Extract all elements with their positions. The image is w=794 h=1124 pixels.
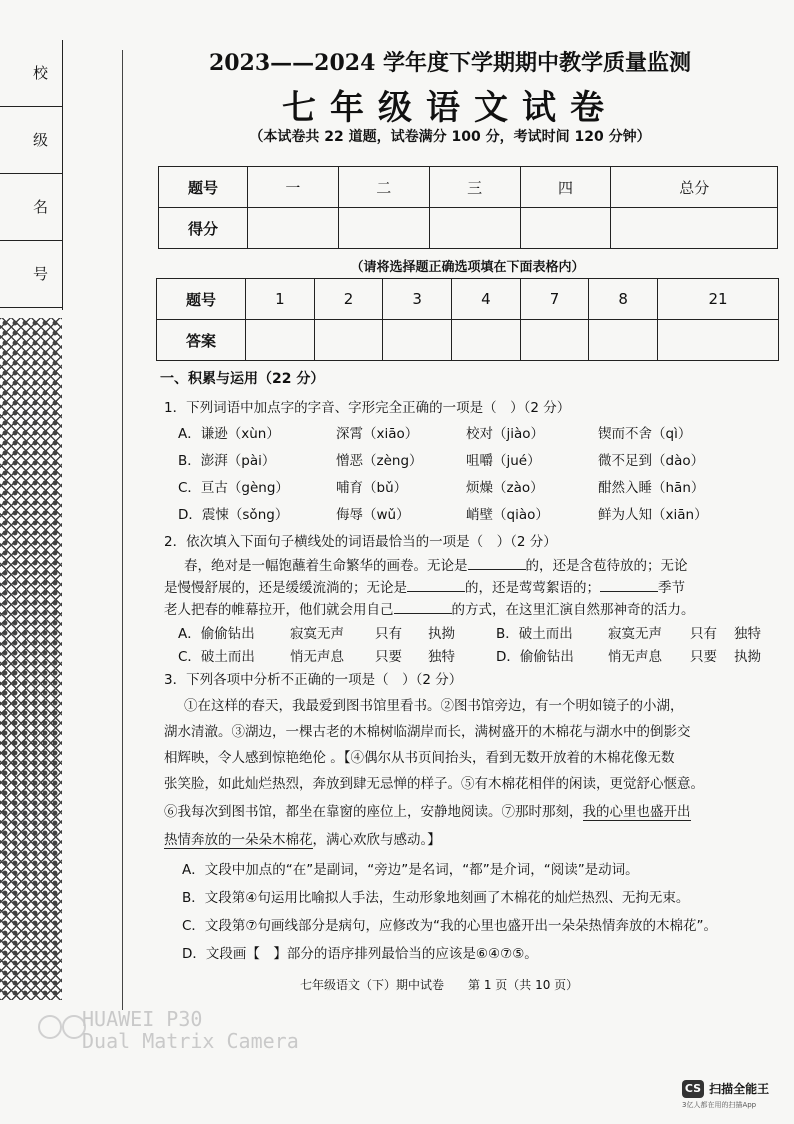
fill-blank[interactable]: [407, 579, 465, 592]
answer-table: [156, 278, 779, 361]
fold-line: [122, 50, 123, 1010]
score-cell[interactable]: [429, 208, 520, 249]
exam-title-main: 七年级语文试卷: [282, 88, 618, 128]
score-header-cell: 四: [520, 167, 611, 208]
fill-blank[interactable]: [600, 579, 658, 592]
binding-strip: [0, 40, 63, 310]
answer-cell[interactable]: [314, 320, 383, 361]
answer-header-cell: 21: [658, 279, 779, 320]
underlined-phrase: 热情奔放的一朵朵木棉花: [164, 832, 313, 848]
exam-subtitle: （本试卷共 22 道题，试卷满分 100 分，考试时间 120 分钟）: [249, 129, 651, 145]
score-row-label: 得分: [159, 208, 248, 249]
binding-cell-school: 校: [0, 40, 62, 107]
question-3-option-d: D．文段画【 】部分的语序排列最恰当的应该是⑥④⑦⑤。: [182, 946, 538, 962]
scanner-app-tagline: 3亿人都在用的扫描App: [682, 1100, 757, 1109]
answer-cell[interactable]: [246, 320, 315, 361]
fill-blank[interactable]: [394, 601, 452, 614]
answer-header-cell: 3: [383, 279, 452, 320]
answer-cell[interactable]: [589, 320, 658, 361]
section-heading: 一、积累与运用（22 分）: [160, 371, 325, 387]
question-3-passage-line: ⑥我每次到图书馆，都坐在靠窗的座位上，安静地阅读。⑦那时那刻，我的心里也盛开出: [164, 804, 691, 820]
answer-cell[interactable]: [383, 320, 452, 361]
answer-table-note: （请将选择题正确选项填在下面表格内）: [350, 260, 585, 275]
score-header-cell: 总分: [611, 167, 778, 208]
binding-cell-number: 号: [0, 241, 62, 308]
scanner-app-badge: [682, 1078, 769, 1110]
score-header-cell: 三: [429, 167, 520, 208]
question-2-stem: 2．依次填入下面句子横线处的词语最恰当的一项是（ ）（2 分）: [164, 534, 557, 550]
question-3-stem: 3．下列各项中分析不正确的一项是（ ）（2 分）: [164, 672, 463, 688]
score-cell[interactable]: [248, 208, 339, 249]
score-table-header-row: [159, 167, 778, 208]
score-table-score-row: [159, 208, 778, 249]
camera-watermark: HUAWEI P30 Dual Matrix Camera: [82, 1007, 299, 1053]
answer-header-cell: 7: [520, 279, 589, 320]
question-3-option-b: B．文段第④句运用比喻拟人手法，生动形象地刻画了木棉花的灿烂热烈、无拘无束。: [182, 890, 690, 906]
question-3-option-c: C．文段第⑦句画线部分是病句，应修改为“我的心里也盛开出一朵朵热情奔放的木棉花”。: [182, 918, 718, 934]
fill-blank[interactable]: [468, 557, 526, 570]
answer-header-cell: 8: [589, 279, 658, 320]
score-cell[interactable]: [338, 208, 429, 249]
question-3-passage-line: 张笑脸，如此灿烂热烈，奔放到肆无忌惮的样子。⑤有木棉花相伴的闲读，更觉舒心惬意。: [164, 776, 704, 792]
question-1-stem: 1．下列词语中加点字的字音、字形完全正确的一项是（ ）（2 分）: [164, 400, 571, 416]
question-3-passage-line: 热情奔放的一朵朵木棉花，满心欢欣与感动。】: [164, 832, 441, 848]
decorative-border-pattern: [0, 318, 62, 1000]
question-3-passage-line: 相辉映，令人感到惊艳绝伦 。【④偶尔从书页间抬头，看到无数开放着的木棉花像无数: [164, 750, 675, 766]
binding-cell-name: 名: [0, 174, 62, 241]
question-3-passage-line: 湖水清澈。③湖边，一棵古老的木棉树临湖岸而长，满树盛开的木棉花与湖水中的倒影交: [164, 724, 691, 740]
answer-cell[interactable]: [520, 320, 589, 361]
binding-cell-class: 级: [0, 107, 62, 174]
question-3-option-a: A．文段中加点的“在”是副词，“旁边”是名词，“都”是介词，“阅读”是动词。: [182, 862, 639, 878]
answer-header-cell: 题号: [157, 279, 246, 320]
answer-table-answer-row: [157, 320, 779, 361]
score-cell[interactable]: [520, 208, 611, 249]
exam-title-year: 2023——2024 学年度下学期期中教学质量监测: [208, 50, 692, 76]
scanner-app-name: 扫描全能王: [709, 1082, 770, 1096]
camscanner-logo-icon: CS: [682, 1080, 704, 1098]
page-footer: 七年级语文（下）期中试卷 第 1 页（共 10 页）: [300, 978, 579, 992]
score-header-cell: 一: [248, 167, 339, 208]
score-table: [158, 166, 778, 249]
underlined-phrase: 我的心里也盛开出: [582, 804, 691, 820]
answer-cell[interactable]: [452, 320, 521, 361]
answer-header-cell: 1: [246, 279, 315, 320]
question-2-passage-line: 是慢慢舒展的，还是缓缓流淌的；无论是 的，还是莺莺絮语的； 季节: [164, 580, 685, 596]
question-2-passage-line: 老人把春的帷幕拉开，他们就会用自己 的方式，在这里汇演自然那神奇的活力。: [164, 602, 695, 618]
answer-row-label: 答案: [157, 320, 246, 361]
answer-header-cell: 2: [314, 279, 383, 320]
score-header-cell: 题号: [159, 167, 248, 208]
score-cell[interactable]: [611, 208, 778, 249]
question-2-passage-line: 春，绝对是一幅饱蘸着生命繁华的画卷。无论是 的，还是含苞待放的；无论: [184, 558, 688, 574]
answer-header-cell: 4: [452, 279, 521, 320]
score-header-cell: 二: [338, 167, 429, 208]
answer-cell[interactable]: [658, 320, 779, 361]
question-3-passage-line: ①在这样的春天，我最爱到图书馆里看书。②图书馆旁边，有一个明如镜子的小湖，: [184, 698, 684, 714]
answer-table-header-row: [157, 279, 779, 320]
